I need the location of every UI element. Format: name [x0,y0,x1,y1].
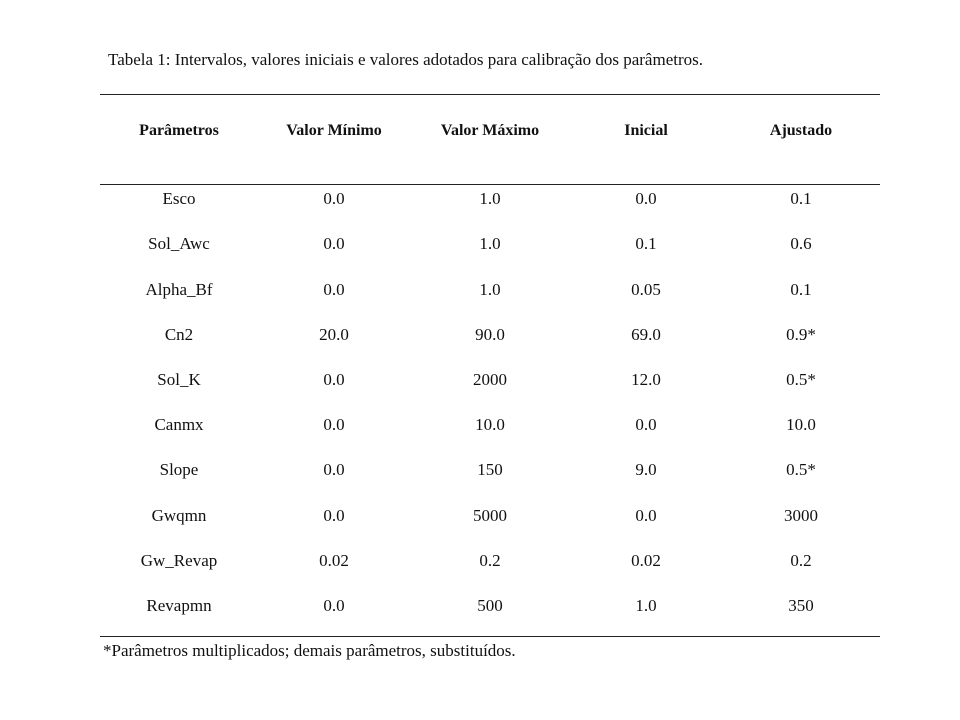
cell-valor-maximo: 1.0 [479,189,501,208]
cell-ajustado: 0.6 [790,234,812,253]
cell-valor-minimo: 0.02 [319,551,349,570]
cell-valor-maximo: 90.0 [475,325,505,344]
cell-ajustado: 3000 [784,506,818,525]
cell-valor-minimo: 0.0 [323,280,345,299]
cell-parametro: Sol_K [157,370,201,389]
cell-inicial: 0.0 [635,415,657,434]
cell-parametro: Canmx [154,415,204,434]
table-bottom-rule [100,636,880,637]
cell-parametro: Cn2 [164,325,194,344]
cell-parametro: Gw_Revap [140,551,218,570]
cell-parametro: Gwqmn [151,506,207,525]
header-inicial: Inicial [624,122,668,139]
cell-valor-minimo: 0.0 [323,596,345,615]
cell-valor-minimo: 0.0 [323,415,345,434]
cell-valor-maximo: 500 [477,596,503,615]
cell-ajustado: 0.5* [786,370,816,389]
cell-valor-maximo: 5000 [473,506,507,525]
header-parametros: Parâmetros [139,122,219,139]
cell-inicial: 0.0 [635,189,657,208]
table-top-rule [100,94,880,95]
cell-parametro: Revapmn [146,596,212,615]
table-footnote: *Parâmetros multiplicados; demais parâmetros, substituídos. [103,641,516,660]
cell-valor-minimo: 20.0 [319,325,349,344]
table-header-rule [100,184,880,185]
header-valor-minimo: Valor Mínimo [286,122,382,139]
cell-valor-minimo: 0.0 [323,370,345,389]
cell-ajustado: 0.1 [790,189,812,208]
cell-valor-maximo: 0.2 [479,551,501,570]
cell-valor-maximo: 1.0 [479,280,501,299]
cell-inicial: 0.1 [635,234,657,253]
cell-inicial: 0.0 [635,506,657,525]
cell-valor-maximo: 150 [477,460,503,479]
cell-ajustado: 0.5* [786,460,816,479]
cell-valor-maximo: 10.0 [475,415,505,434]
cell-ajustado: 350 [788,596,814,615]
table-caption: Tabela 1: Intervalos, valores iniciais e valores adotados para calibração dos parâmetros. [108,50,703,69]
cell-ajustado: 10.0 [786,415,816,434]
cell-valor-minimo: 0.0 [323,189,345,208]
cell-ajustado: 0.2 [790,551,812,570]
cell-valor-minimo: 0.0 [323,460,345,479]
cell-parametro: Esco [162,189,196,208]
cell-ajustado: 0.9* [786,325,816,344]
cell-inicial: 69.0 [631,325,661,344]
cell-inicial: 0.02 [631,551,661,570]
header-valor-maximo: Valor Máximo [440,122,540,139]
header-ajustado: Ajustado [769,122,833,139]
cell-parametro: Sol_Awc [148,234,210,253]
cell-valor-maximo: 1.0 [479,234,501,253]
cell-ajustado: 0.1 [790,280,812,299]
cell-parametro: Alpha_Bf [145,280,213,299]
cell-valor-minimo: 0.0 [323,506,345,525]
cell-inicial: 1.0 [635,596,657,615]
cell-valor-maximo: 2000 [473,370,507,389]
cell-valor-minimo: 0.0 [323,234,345,253]
cell-inicial: 0.05 [631,280,661,299]
cell-inicial: 9.0 [635,460,657,479]
cell-parametro: Slope [159,460,199,479]
cell-inicial: 12.0 [631,370,661,389]
